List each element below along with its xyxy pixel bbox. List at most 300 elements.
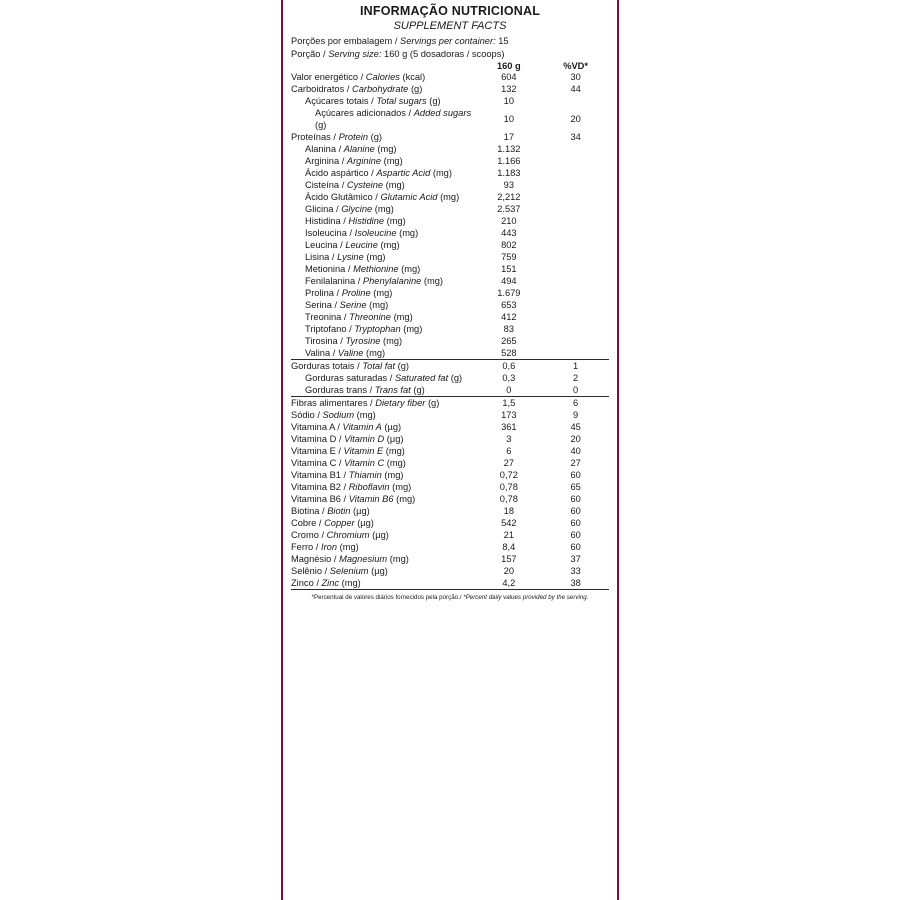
nutrient-name-pt: Vitamina D / — [291, 434, 342, 444]
nutrient-amount-cell: 210 — [501, 216, 517, 226]
table-row — [291, 227, 609, 239]
nutrient-name-cell — [291, 577, 475, 589]
nutrient-dv-cell — [542, 323, 609, 335]
nutrient-amount-cell: 2.537 — [497, 204, 521, 214]
nutrient-name-pt: Carboidratos / — [291, 84, 350, 94]
nutrient-name-cell — [291, 445, 475, 457]
table-row — [291, 433, 609, 445]
nutrient-name-cell — [291, 397, 475, 410]
nutrient-name-cell — [291, 360, 475, 373]
nutrient-name-en: Calories — [365, 72, 400, 82]
nutrient-name-en: Added sugars — [413, 108, 472, 118]
nutrient-name-en: Methionine — [353, 264, 399, 274]
nutrient-dv-cell: 2 — [573, 373, 579, 383]
nutrient-dv-cell — [542, 179, 609, 191]
nutrient-unit: (mg) — [385, 446, 405, 456]
nutrient-name-cell — [291, 553, 475, 565]
nutrient-amount-cell: 542 — [501, 518, 517, 528]
table-row — [291, 263, 609, 275]
nutrient-name-cell — [291, 203, 475, 215]
nutrient-name-cell — [291, 263, 475, 275]
nutrient-name-en: Zinc — [321, 578, 340, 588]
nutrient-amount-cell: 173 — [501, 410, 517, 420]
table-row — [291, 155, 609, 167]
nutrient-name-pt: Histidina / — [305, 216, 346, 226]
nutrient-name-cell — [291, 239, 475, 251]
nutrient-unit: (mg) — [369, 300, 389, 310]
nutrient-unit: (kcal) — [402, 72, 426, 82]
nutrient-dv-cell: 20 — [570, 434, 581, 444]
nutrient-unit: (mg) — [384, 470, 404, 480]
nutrient-dv-cell — [542, 335, 609, 347]
nutrient-name-en: Total fat — [362, 361, 396, 371]
nutrient-dv-cell: 38 — [570, 578, 581, 588]
serving-size-cell — [291, 48, 609, 61]
table-row — [291, 131, 609, 143]
column-header-name — [291, 61, 475, 71]
table-row — [291, 493, 609, 505]
footnote — [291, 589, 609, 602]
nutrient-name-pt: Treonina / — [305, 312, 347, 322]
nutrient-dv-cell — [542, 275, 609, 287]
nutrient-dv-cell: 33 — [570, 566, 581, 576]
nutrient-dv-cell — [542, 347, 609, 360]
nutrient-name-cell — [291, 179, 475, 191]
nutrient-dv-cell: 60 — [570, 542, 581, 552]
nutrient-unit: (µg) — [371, 566, 388, 576]
nutrient-dv-cell — [542, 287, 609, 299]
nutrient-unit: (mg) — [377, 144, 397, 154]
table-row — [291, 529, 609, 541]
nutrient-name-cell — [291, 323, 475, 335]
serving-size-label-en: Serving size: — [328, 49, 382, 59]
nutrient-name-cell — [291, 433, 475, 445]
nutrition-label-panel — [281, 0, 619, 900]
nutrient-amount-cell: 0,78 — [499, 494, 518, 504]
nutrient-name-cell — [291, 215, 475, 227]
column-header-amount: 160 g — [496, 61, 521, 71]
table-row — [291, 445, 609, 457]
nutrient-name-cell — [291, 384, 475, 397]
nutrient-name-pt: Ferro / — [291, 542, 319, 552]
nutrient-name-cell — [291, 347, 475, 360]
nutrient-dv-cell: 0 — [542, 384, 609, 397]
nutrient-amount-cell: 4,2 — [502, 578, 516, 588]
nutrient-amount-cell: 21 — [503, 530, 514, 540]
nutrient-amount-cell: 265 — [501, 336, 517, 346]
nutrient-unit: (µg) — [386, 434, 404, 444]
nutrient-amount-cell: 0,78 — [499, 482, 518, 492]
table-row — [291, 95, 609, 107]
nutrient-name-en: Proline — [341, 288, 371, 298]
table-row — [291, 299, 609, 311]
nutrient-name-cell — [291, 493, 475, 505]
nutrient-name-pt: Tirosina / — [305, 336, 343, 346]
nutrient-unit: (mg) — [385, 180, 405, 190]
page-title: INFORMAÇÃO NUTRICIONAL — [359, 4, 541, 18]
nutrient-name-pt: Lisina / — [305, 252, 335, 262]
nutrient-amount-cell: 17 — [503, 132, 514, 142]
nutrient-unit: (mg) — [392, 482, 412, 492]
nutrient-dv-cell: 44 — [570, 84, 581, 94]
nutrient-amount-cell: 759 — [501, 252, 517, 262]
nutrient-dv-cell — [542, 263, 609, 275]
nutrient-name-en: Vitamin E — [343, 446, 384, 456]
nutrient-name-en: Alanine — [343, 144, 375, 154]
nutrient-amount-cell: 0,6 — [502, 361, 516, 371]
nutrient-name-pt: Prolina / — [305, 288, 340, 298]
table-row — [291, 397, 609, 410]
nutrient-name-pt: Vitamina E / — [291, 446, 341, 456]
nutrient-name-cell — [291, 335, 475, 347]
nutrient-unit: (mg) — [383, 336, 403, 346]
table-row — [291, 335, 609, 347]
nutrient-name-cell — [291, 541, 475, 553]
nutrient-dv-cell: 20 — [570, 114, 581, 124]
nutrient-name-en: Iron — [320, 542, 338, 552]
nutrient-name-pt: Magnésio / — [291, 554, 337, 564]
nutrient-unit: (mg) — [341, 578, 361, 588]
nutrient-unit: (mg) — [374, 204, 394, 214]
nutrient-name-pt: Serina / — [305, 300, 338, 310]
table-row — [291, 384, 609, 397]
nutrient-unit: (g) — [397, 361, 410, 371]
nutrient-name-pt: Fenilalanina / — [305, 276, 361, 286]
nutrient-name-en: Histidine — [348, 216, 385, 226]
nutrient-unit: (mg) — [389, 554, 409, 564]
nutrient-name-cell — [291, 131, 475, 143]
nutrient-name-pt: Sódio / — [291, 410, 320, 420]
nutrient-name-pt: Vitamina B6 / — [291, 494, 347, 504]
nutrient-dv-cell — [542, 215, 609, 227]
label-title-block — [291, 0, 609, 35]
nutrient-amount-cell: 1.166 — [497, 156, 521, 166]
nutrient-name-en: Riboflavin — [348, 482, 390, 492]
nutrient-amount-cell: 6 — [506, 446, 512, 456]
nutrient-unit: (mg) — [373, 288, 393, 298]
serving-size-label-pt: Porção / — [291, 49, 326, 59]
table-row — [291, 541, 609, 553]
nutrient-unit: (g) — [315, 120, 327, 130]
nutrient-unit: (mg) — [396, 494, 416, 504]
nutrient-name-cell — [291, 287, 475, 299]
nutrient-dv-cell — [542, 203, 609, 215]
table-row — [291, 191, 609, 203]
nutrient-name-pt: Valor energético / — [291, 72, 364, 82]
nutrient-name-pt: Vitamina B2 / — [291, 482, 347, 492]
nutrient-amount-cell: 0 — [475, 384, 542, 397]
nutrient-dv-cell: 9 — [573, 410, 579, 420]
nutrient-unit: (g) — [450, 373, 463, 383]
nutrient-amount-cell: 361 — [501, 422, 517, 432]
nutrient-dv-cell: 60 — [570, 506, 581, 516]
nutrient-name-en: Vitamin A — [342, 422, 382, 432]
nutrient-name-en: Saturated fat — [394, 373, 449, 383]
nutrient-dv-cell: 1 — [573, 361, 579, 371]
nutrient-name-cell — [291, 143, 475, 155]
nutrient-name-pt: Zinco / — [291, 578, 319, 588]
nutrient-unit: (mg) — [432, 168, 452, 178]
nutrient-unit: (µg) — [384, 422, 402, 432]
table-row — [291, 167, 609, 179]
nutrient-name-en: Lysine — [337, 252, 364, 262]
nutrition-facts-table — [291, 35, 609, 589]
table-row — [291, 203, 609, 215]
nutrient-amount-cell: 1.183 — [497, 168, 521, 178]
nutrient-name-pt: Triptofano / — [305, 324, 352, 334]
servings-label-en: Servings per container: — [400, 36, 496, 46]
nutrient-amount-cell: 18 — [503, 506, 514, 516]
nutrient-name-cell — [291, 167, 475, 179]
nutrient-name-en: Total sugars — [376, 96, 427, 106]
nutrient-name-pt: Vitamina B1 / — [291, 470, 347, 480]
nutrient-name-pt: Vitamina C / — [291, 458, 342, 468]
nutrient-name-en: Threonine — [349, 312, 391, 322]
nutrient-name-cell — [291, 227, 475, 239]
nutrient-name-en: Vitamin D — [344, 434, 385, 444]
nutrient-name-en: Valine — [337, 348, 364, 358]
nutrient-name-pt: Gorduras trans / — [305, 385, 373, 395]
nutrient-name-cell — [291, 107, 475, 131]
table-row — [291, 505, 609, 517]
footnote-en: *Percent daily values provided by the serving. — [463, 594, 589, 601]
nutrient-dv-cell: 27 — [570, 458, 581, 468]
nutrient-name-cell — [291, 517, 475, 529]
nutrient-name-en: Trans fat — [374, 385, 411, 395]
nutrient-unit: (mg) — [356, 410, 376, 420]
page-subtitle: SUPPLEMENT FACTS — [393, 20, 507, 32]
nutrient-name-cell — [291, 372, 475, 384]
nutrient-name-pt: Alanina / — [305, 144, 342, 154]
nutrient-name-en: Leucine — [345, 240, 378, 250]
nutrient-amount-cell: 151 — [501, 264, 517, 274]
table-row — [291, 179, 609, 191]
nutrient-unit: (mg) — [423, 276, 444, 286]
table-row — [291, 311, 609, 323]
nutrient-amount-cell: 10 — [503, 114, 514, 124]
nutrient-unit: (mg) — [366, 252, 386, 262]
table-row — [291, 469, 609, 481]
nutrient-amount-cell: 3 — [506, 434, 512, 444]
nutrient-amount-cell: 494 — [501, 276, 517, 286]
nutrient-amount-cell: 528 — [475, 347, 542, 360]
nutrient-unit: (µg) — [357, 518, 374, 528]
nutrient-amount-cell: 2,212 — [497, 192, 521, 202]
nutrient-name-en: Chromium — [326, 530, 370, 540]
table-row — [291, 215, 609, 227]
table-row — [291, 360, 609, 373]
nutrient-dv-cell — [542, 251, 609, 263]
servings-value: 15 — [498, 36, 509, 46]
nutrient-unit: (g) — [410, 84, 423, 94]
nutrient-dv-cell: 65 — [570, 482, 581, 492]
nutrient-name-pt: Metionina / — [305, 264, 351, 274]
nutrient-name-en: Glycine — [341, 204, 373, 214]
nutrient-dv-cell: 37 — [570, 554, 581, 564]
nutrient-dv-cell — [542, 95, 609, 107]
nutrient-amount-cell: 8,4 — [502, 542, 516, 552]
nutrient-amount-cell: 412 — [501, 312, 517, 322]
nutrient-name-pt: Biotina / — [291, 506, 325, 516]
nutrient-name-cell — [291, 251, 475, 263]
nutrient-amount-cell: 93 — [503, 180, 514, 190]
nutrient-unit: (mg) — [366, 348, 386, 358]
table-row — [291, 323, 609, 335]
nutrient-unit: (mg) — [383, 156, 403, 166]
nutrient-name-cell — [291, 481, 475, 493]
nutrient-name-pt: Isoleucina / — [305, 228, 353, 238]
nutrient-unit: (g) — [427, 398, 440, 408]
nutrient-amount-cell: 83 — [503, 324, 514, 334]
nutrient-name-en: Tyrosine — [345, 336, 381, 346]
nutrient-dv-cell: 40 — [570, 446, 581, 456]
nutrient-dv-cell — [542, 299, 609, 311]
nutrient-unit: (mg) — [380, 240, 400, 250]
nutrient-name-pt: Vitamina A / — [291, 422, 340, 432]
table-row — [291, 251, 609, 263]
nutrient-amount-cell: 653 — [501, 300, 517, 310]
nutrient-name-en: Thiamin — [348, 470, 382, 480]
nutrient-amount-cell: 1.132 — [497, 144, 521, 154]
table-row — [291, 481, 609, 493]
nutrient-amount-cell: 20 — [503, 566, 514, 576]
nutrient-unit: (mg) — [386, 216, 406, 226]
nutrient-name-cell — [291, 469, 475, 481]
nutrient-name-pt: Cromo / — [291, 530, 325, 540]
nutrient-dv-cell: 60 — [570, 530, 581, 540]
nutrient-name-en: Serine — [339, 300, 367, 310]
nutrient-unit: (g) — [370, 132, 382, 142]
footnote-pt: *Percentual de valores diários fornecidos pela porção./ — [311, 594, 462, 601]
nutrient-name-pt: Ácido Glutâmico / — [305, 192, 378, 202]
nutrient-name-en: Glutamic Acid — [380, 192, 438, 202]
nutrient-dv-cell: 30 — [570, 72, 581, 82]
nutrient-amount-cell: 1.679 — [497, 288, 521, 298]
nutrient-dv-cell: 6 — [573, 398, 579, 408]
column-header-row — [291, 61, 609, 71]
nutrient-unit: (mg) — [440, 192, 460, 202]
table-row — [291, 409, 609, 421]
nutrient-name-cell — [291, 565, 475, 577]
nutrient-name-pt: Cobre / — [291, 518, 322, 528]
table-row — [291, 577, 609, 589]
nutrient-amount-cell: 157 — [501, 554, 517, 564]
nutrient-name-en: Aspartic Acid — [376, 168, 431, 178]
nutrient-unit: (mg) — [401, 264, 421, 274]
nutrient-name-pt: Leucina / — [305, 240, 343, 250]
nutrient-unit: (g) — [413, 385, 425, 395]
nutrient-unit: (mg) — [339, 542, 359, 552]
table-row — [291, 239, 609, 251]
nutrient-dv-cell: 60 — [570, 470, 581, 480]
nutrient-name-pt: Proteínas / — [291, 132, 336, 142]
nutrient-dv-cell: 34 — [570, 132, 581, 142]
nutrient-name-cell — [291, 457, 475, 469]
nutrient-dv-cell — [542, 239, 609, 251]
nutrient-amount-cell: 27 — [503, 458, 514, 468]
table-row — [291, 83, 609, 95]
nutrient-amount-cell: 10 — [503, 96, 514, 106]
nutrient-name-cell — [291, 505, 475, 517]
nutrient-unit: (mg) — [399, 228, 419, 238]
nutrient-name-en: Phenylalanine — [362, 276, 422, 286]
table-row — [291, 517, 609, 529]
nutrient-amount-cell: 1,5 — [502, 398, 516, 408]
nutrient-name-en: Vitamin C — [344, 458, 385, 468]
nutrient-dv-cell — [542, 143, 609, 155]
nutrient-dv-cell — [542, 311, 609, 323]
nutrient-name-en: Arginine — [346, 156, 381, 166]
nutrient-name-cell — [291, 311, 475, 323]
nutrient-dv-cell — [542, 155, 609, 167]
serving-size-value: 160 g (5 dosadoras / scoops) — [384, 49, 505, 59]
nutrient-name-en: Dietary fiber — [375, 398, 426, 408]
nutrient-name-pt: Arginina / — [305, 156, 345, 166]
nutrient-name-cell — [291, 155, 475, 167]
facts-table-body — [291, 35, 609, 71]
nutrient-name-en: Protein — [338, 132, 369, 142]
table-row — [291, 421, 609, 433]
nutrient-rows-body — [291, 71, 609, 589]
nutrient-name-en: Selenium — [329, 566, 369, 576]
nutrient-unit: (mg) — [393, 312, 413, 322]
nutrient-dv-cell: 60 — [570, 494, 581, 504]
nutrient-unit: (mg) — [403, 324, 423, 334]
nutrient-unit: (mg) — [386, 458, 406, 468]
nutrient-amount-cell: 802 — [501, 240, 517, 250]
column-header-dv: %VD* — [563, 61, 589, 71]
nutrient-name-en: Cysteine — [346, 180, 384, 190]
nutrient-name-cell — [291, 83, 475, 95]
nutrient-name-pt: Gorduras totais / — [291, 361, 360, 371]
nutrient-name-en: Copper — [324, 518, 355, 528]
nutrient-name-cell — [291, 299, 475, 311]
table-row — [291, 372, 609, 384]
nutrient-dv-cell: 45 — [570, 422, 581, 432]
servings-label-pt: Porções por embalagem / — [291, 36, 398, 46]
nutrient-name-cell — [291, 529, 475, 541]
nutrient-dv-cell — [542, 227, 609, 239]
nutrient-dv-cell — [542, 167, 609, 179]
nutrient-name-en: Carbohydrate — [352, 84, 409, 94]
nutrient-name-pt: Fibras alimentares / — [291, 398, 373, 408]
nutrient-name-en: Magnesium — [339, 554, 388, 564]
nutrient-unit: (g) — [429, 96, 441, 106]
table-row — [291, 287, 609, 299]
nutrient-name-pt: Valina / — [305, 348, 336, 358]
nutrient-amount-cell: 604 — [501, 72, 517, 82]
nutrient-name-pt: Cisteína / — [305, 180, 345, 190]
nutrient-unit: (µg) — [372, 530, 389, 540]
serving-size-row — [291, 48, 609, 61]
nutrient-dv-cell — [542, 191, 609, 203]
servings-per-container-cell — [291, 35, 609, 48]
nutrient-name-pt: Açúcares adicionados / — [315, 108, 412, 118]
nutrient-amount-cell: 443 — [501, 228, 517, 238]
table-row — [291, 347, 609, 360]
nutrient-name-pt: Açúcares totais / — [305, 96, 374, 106]
nutrient-amount-cell: 0,3 — [502, 373, 516, 383]
table-row — [291, 71, 609, 83]
nutrient-name-cell — [291, 421, 475, 433]
nutrient-name-cell — [291, 275, 475, 287]
nutrient-name-cell — [291, 95, 475, 107]
nutrient-name-pt: Ácido aspártico / — [305, 168, 374, 178]
nutrient-name-cell — [291, 71, 475, 83]
nutrient-name-en: Sodium — [322, 410, 355, 420]
table-row — [291, 143, 609, 155]
nutrient-name-en: Vitamin B6 — [348, 494, 394, 504]
